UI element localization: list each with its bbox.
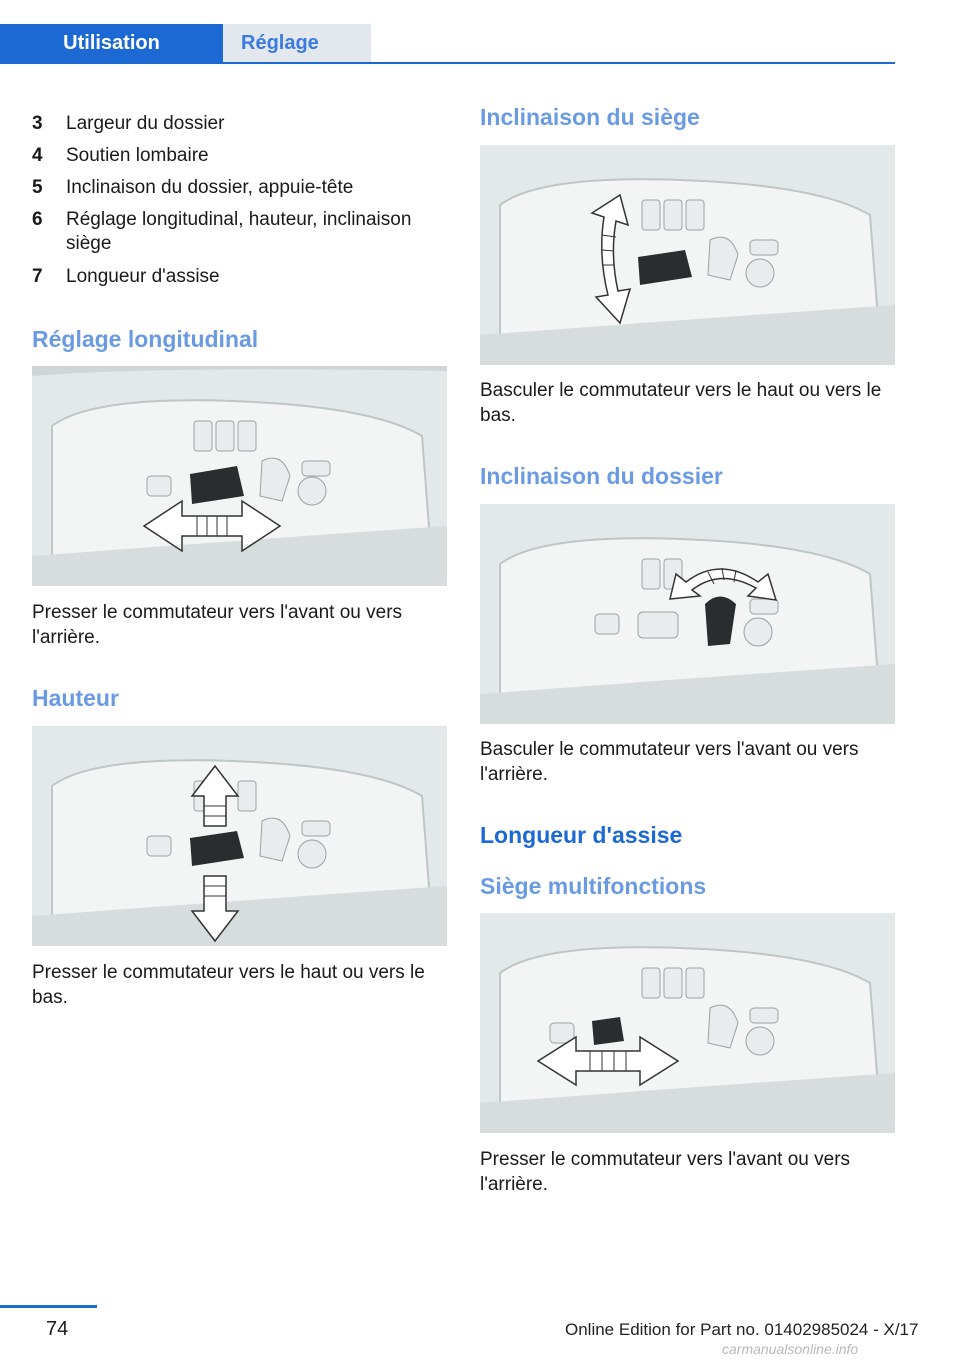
paragraph-siege-multifonctions: Presser le commutateur vers l'avant ou vers l'arrière.	[480, 1149, 851, 1195]
figure-siege-multifonctions	[480, 913, 895, 1133]
list-number: 5	[32, 177, 43, 198]
section-title-longueur-assise: Longueur d'assise	[480, 822, 683, 848]
footer-accent-line	[0, 1305, 97, 1308]
list-text: Réglage longitudinal, hauteur, inclinaison siège	[66, 209, 412, 254]
edition-note: Online Edition for Part no. 01402985024 - X/17	[565, 1320, 919, 1339]
list-number: 6	[32, 209, 43, 230]
list-text: Soutien lombaire	[66, 145, 209, 166]
paragraph-reglage-longitudinal: Presser le commutateur vers l'avant ou vers l'arrière.	[32, 602, 403, 648]
page-number: 74	[46, 1318, 69, 1340]
list-number: 4	[32, 145, 43, 166]
tab-reglage[interactable]: Réglage	[223, 24, 371, 62]
header-bar	[0, 0, 895, 64]
watermark: carmanualsonline.info	[722, 1341, 859, 1357]
figure-inclinaison-dossier	[480, 504, 895, 724]
list-number: 7	[32, 266, 43, 287]
section-title-inclinaison-siege: Inclinaison du siège	[480, 104, 700, 130]
section-title-siege-multifonctions: Siège multifonctions	[480, 873, 707, 899]
figure-reglage-longitudinal	[32, 366, 447, 586]
section-title-reglage-longitudinal: Réglage longitudinal	[32, 326, 259, 352]
section-title-inclinaison-dossier: Inclinaison du dossier	[480, 463, 723, 489]
figure-inclinaison-siege	[480, 145, 895, 365]
list-number: 3	[32, 113, 43, 134]
figure-hauteur	[32, 726, 447, 946]
tab-utilisation[interactable]: Utilisation	[0, 24, 223, 62]
list-text: Longueur d'assise	[66, 266, 220, 287]
paragraph-inclinaison-dossier: Basculer le commutateur vers l'avant ou vers l'arrière.	[480, 739, 859, 785]
paragraph-inclinaison-siege: Basculer le commutateur vers le haut ou vers le bas.	[480, 380, 882, 426]
list-text: Largeur du dossier	[66, 113, 225, 134]
list-text: Inclinaison du dossier, appuie-tête	[66, 177, 354, 198]
section-title-hauteur: Hauteur	[32, 685, 119, 711]
paragraph-hauteur: Presser le commutateur vers le haut ou vers le bas.	[32, 962, 425, 1008]
